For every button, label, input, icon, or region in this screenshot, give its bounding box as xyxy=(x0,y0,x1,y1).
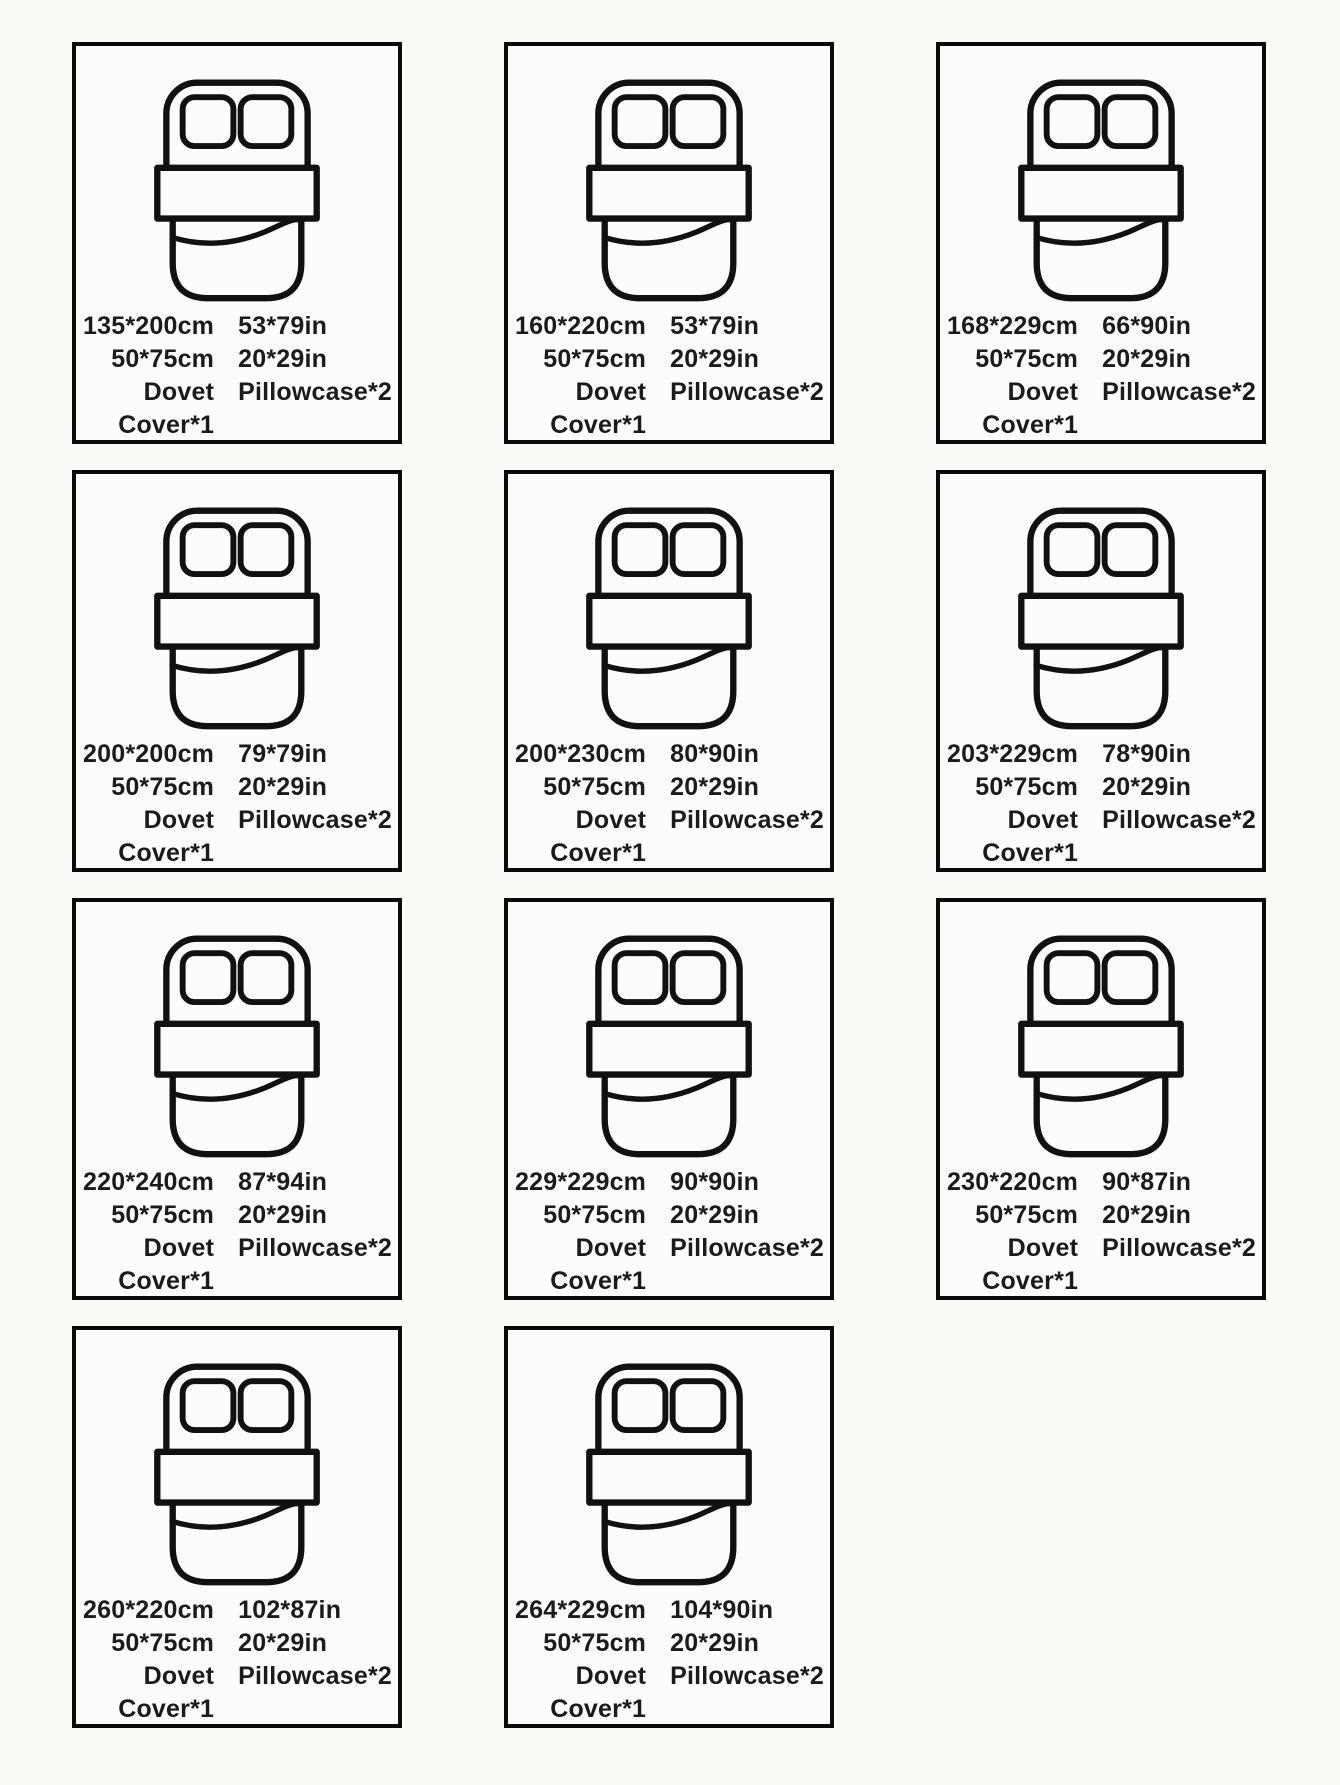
duvet-size-cm: 220*240cm xyxy=(83,1168,215,1196)
duvet-size-in: 78*90in xyxy=(1102,740,1192,768)
pillowcase-qty-label: Pillowcase*2 xyxy=(238,1662,392,1690)
pillow-size-in: 20*29in xyxy=(670,1201,760,1229)
pillow-right-icon xyxy=(1105,525,1156,574)
pillow-left-icon xyxy=(1047,97,1098,146)
bed-top-view-icon xyxy=(563,70,775,310)
pillow-right-icon xyxy=(241,953,292,1002)
duvet-cover-qty-label: Dovet Cover*1 xyxy=(982,806,1079,867)
duvet-cover-qty-label: Dovet Cover*1 xyxy=(118,1234,215,1295)
duvet-cover-qty-label: Dovet Cover*1 xyxy=(550,378,647,439)
duvet-size-cm: 229*229cm xyxy=(515,1168,647,1196)
size-option-cell xyxy=(72,898,402,1300)
pillow-size-in: 20*29in xyxy=(670,773,760,801)
pillow-right-icon xyxy=(673,1381,724,1430)
duvet-size-in: 79*79in xyxy=(238,740,328,768)
size-option-cell xyxy=(72,1326,402,1728)
pillow-left-icon xyxy=(183,1381,234,1430)
duvet-size-cm: 264*229cm xyxy=(515,1596,647,1624)
pillow-size-cm: 50*75cm xyxy=(975,1201,1079,1229)
folded-sheet-band xyxy=(1021,1024,1180,1075)
folded-sheet-band xyxy=(157,1024,316,1075)
pillow-right-icon xyxy=(241,97,292,146)
bed-top-view-icon xyxy=(131,926,343,1166)
pillowcase-qty-label: Pillowcase*2 xyxy=(670,1234,824,1262)
bed-top-view-icon xyxy=(995,498,1207,738)
size-specs xyxy=(946,310,1256,442)
pillow-left-icon xyxy=(183,525,234,574)
size-specs xyxy=(514,738,824,870)
pillow-size-in: 20*29in xyxy=(1102,773,1192,801)
size-option-cell xyxy=(504,470,834,872)
pillow-size-in: 20*29in xyxy=(238,1201,328,1229)
pillow-size-in: 20*29in xyxy=(670,345,760,373)
pillowcase-qty-label: Pillowcase*2 xyxy=(1102,1234,1256,1262)
pillow-size-in: 20*29in xyxy=(238,345,328,373)
size-option-cell xyxy=(936,470,1266,872)
folded-sheet-band xyxy=(157,1452,316,1503)
duvet-cover-qty-label: Dovet Cover*1 xyxy=(118,1662,215,1723)
pillow-size-cm: 50*75cm xyxy=(111,773,215,801)
duvet-size-in: 53*79in xyxy=(238,312,328,340)
size-option-cell xyxy=(936,898,1266,1300)
duvet-size-cm: 160*220cm xyxy=(515,312,647,340)
pillow-right-icon xyxy=(241,525,292,574)
size-option-cell xyxy=(504,898,834,1300)
pillow-size-in: 20*29in xyxy=(1102,345,1192,373)
pillow-left-icon xyxy=(1047,953,1098,1002)
duvet-cover-qty-label: Dovet Cover*1 xyxy=(118,806,215,867)
folded-sheet-band xyxy=(589,1452,748,1503)
pillow-size-cm: 50*75cm xyxy=(975,773,1079,801)
pillow-right-icon xyxy=(1105,953,1156,1002)
folded-sheet-band xyxy=(1021,596,1180,647)
duvet-size-in: 87*94in xyxy=(238,1168,328,1196)
duvet-size-in: 104*90in xyxy=(670,1596,774,1624)
duvet-cover-qty-label: Dovet Cover*1 xyxy=(982,1234,1079,1295)
duvet-size-in: 90*87in xyxy=(1102,1168,1192,1196)
duvet-size-cm: 200*200cm xyxy=(83,740,215,768)
pillow-left-icon xyxy=(615,97,666,146)
size-option-cell xyxy=(72,42,402,444)
bed-top-view-icon xyxy=(563,926,775,1166)
pillow-right-icon xyxy=(1105,97,1156,146)
folded-sheet-band xyxy=(157,168,316,219)
size-option-cell xyxy=(72,470,402,872)
size-option-cell xyxy=(936,42,1266,444)
folded-sheet-band xyxy=(589,1024,748,1075)
folded-sheet-band xyxy=(589,168,748,219)
pillowcase-qty-label: Pillowcase*2 xyxy=(670,1662,824,1690)
duvet-size-cm: 200*230cm xyxy=(515,740,647,768)
duvet-size-in: 90*90in xyxy=(670,1168,760,1196)
pillowcase-qty-label: Pillowcase*2 xyxy=(670,806,824,834)
pillow-right-icon xyxy=(673,525,724,574)
pillowcase-qty-label: Pillowcase*2 xyxy=(1102,378,1256,406)
size-option-cell xyxy=(504,1326,834,1728)
duvet-size-cm: 230*220cm xyxy=(947,1168,1079,1196)
pillow-size-cm: 50*75cm xyxy=(111,345,215,373)
duvet-size-cm: 168*229cm xyxy=(947,312,1079,340)
size-specs xyxy=(946,1166,1256,1298)
duvet-cover-qty-label: Dovet Cover*1 xyxy=(118,378,215,439)
size-specs xyxy=(82,1166,392,1298)
pillowcase-qty-label: Pillowcase*2 xyxy=(238,378,392,406)
size-specs xyxy=(82,738,392,870)
pillow-size-cm: 50*75cm xyxy=(543,1629,647,1657)
bed-top-view-icon xyxy=(995,70,1207,310)
pillow-left-icon xyxy=(183,97,234,146)
bed-top-view-icon xyxy=(131,498,343,738)
size-specs xyxy=(514,1166,824,1298)
pillow-right-icon xyxy=(673,953,724,1002)
duvet-cover-qty-label: Dovet Cover*1 xyxy=(982,378,1079,439)
duvet-cover-qty-label: Dovet Cover*1 xyxy=(550,1234,647,1295)
bed-top-view-icon xyxy=(995,926,1207,1166)
bed-top-view-icon xyxy=(563,1354,775,1594)
pillow-left-icon xyxy=(615,1381,666,1430)
size-specs xyxy=(514,1594,824,1726)
duvet-size-in: 53*79in xyxy=(670,312,760,340)
size-specs xyxy=(514,310,824,442)
pillowcase-qty-label: Pillowcase*2 xyxy=(238,1234,392,1262)
pillow-right-icon xyxy=(673,97,724,146)
bed-top-view-icon xyxy=(131,70,343,310)
pillow-left-icon xyxy=(615,525,666,574)
pillow-size-cm: 50*75cm xyxy=(543,773,647,801)
pillow-size-cm: 50*75cm xyxy=(975,345,1079,373)
pillow-size-cm: 50*75cm xyxy=(543,345,647,373)
pillow-left-icon xyxy=(615,953,666,1002)
duvet-size-in: 80*90in xyxy=(670,740,760,768)
pillow-left-icon xyxy=(183,953,234,1002)
size-option-cell xyxy=(504,42,834,444)
folded-sheet-band xyxy=(157,596,316,647)
pillow-size-in: 20*29in xyxy=(238,1629,328,1657)
duvet-size-in: 102*87in xyxy=(238,1596,342,1624)
duvet-size-cm: 203*229cm xyxy=(947,740,1079,768)
duvet-size-cm: 260*220cm xyxy=(83,1596,215,1624)
pillowcase-qty-label: Pillowcase*2 xyxy=(1102,806,1256,834)
pillow-size-in: 20*29in xyxy=(238,773,328,801)
bed-top-view-icon xyxy=(563,498,775,738)
duvet-size-cm: 135*200cm xyxy=(83,312,215,340)
pillow-size-in: 20*29in xyxy=(1102,1201,1192,1229)
folded-sheet-band xyxy=(589,596,748,647)
pillow-right-icon xyxy=(241,1381,292,1430)
duvet-cover-qty-label: Dovet Cover*1 xyxy=(550,806,647,867)
size-specs xyxy=(946,738,1256,870)
pillow-size-cm: 50*75cm xyxy=(111,1629,215,1657)
pillow-size-cm: 50*75cm xyxy=(543,1201,647,1229)
duvet-size-in: 66*90in xyxy=(1102,312,1192,340)
pillowcase-qty-label: Pillowcase*2 xyxy=(238,806,392,834)
size-specs xyxy=(82,310,392,442)
pillow-size-cm: 50*75cm xyxy=(111,1201,215,1229)
pillow-left-icon xyxy=(1047,525,1098,574)
size-specs xyxy=(82,1594,392,1726)
duvet-cover-qty-label: Dovet Cover*1 xyxy=(550,1662,647,1723)
folded-sheet-band xyxy=(1021,168,1180,219)
bed-top-view-icon xyxy=(131,1354,343,1594)
pillowcase-qty-label: Pillowcase*2 xyxy=(670,378,824,406)
pillow-size-in: 20*29in xyxy=(670,1629,760,1657)
